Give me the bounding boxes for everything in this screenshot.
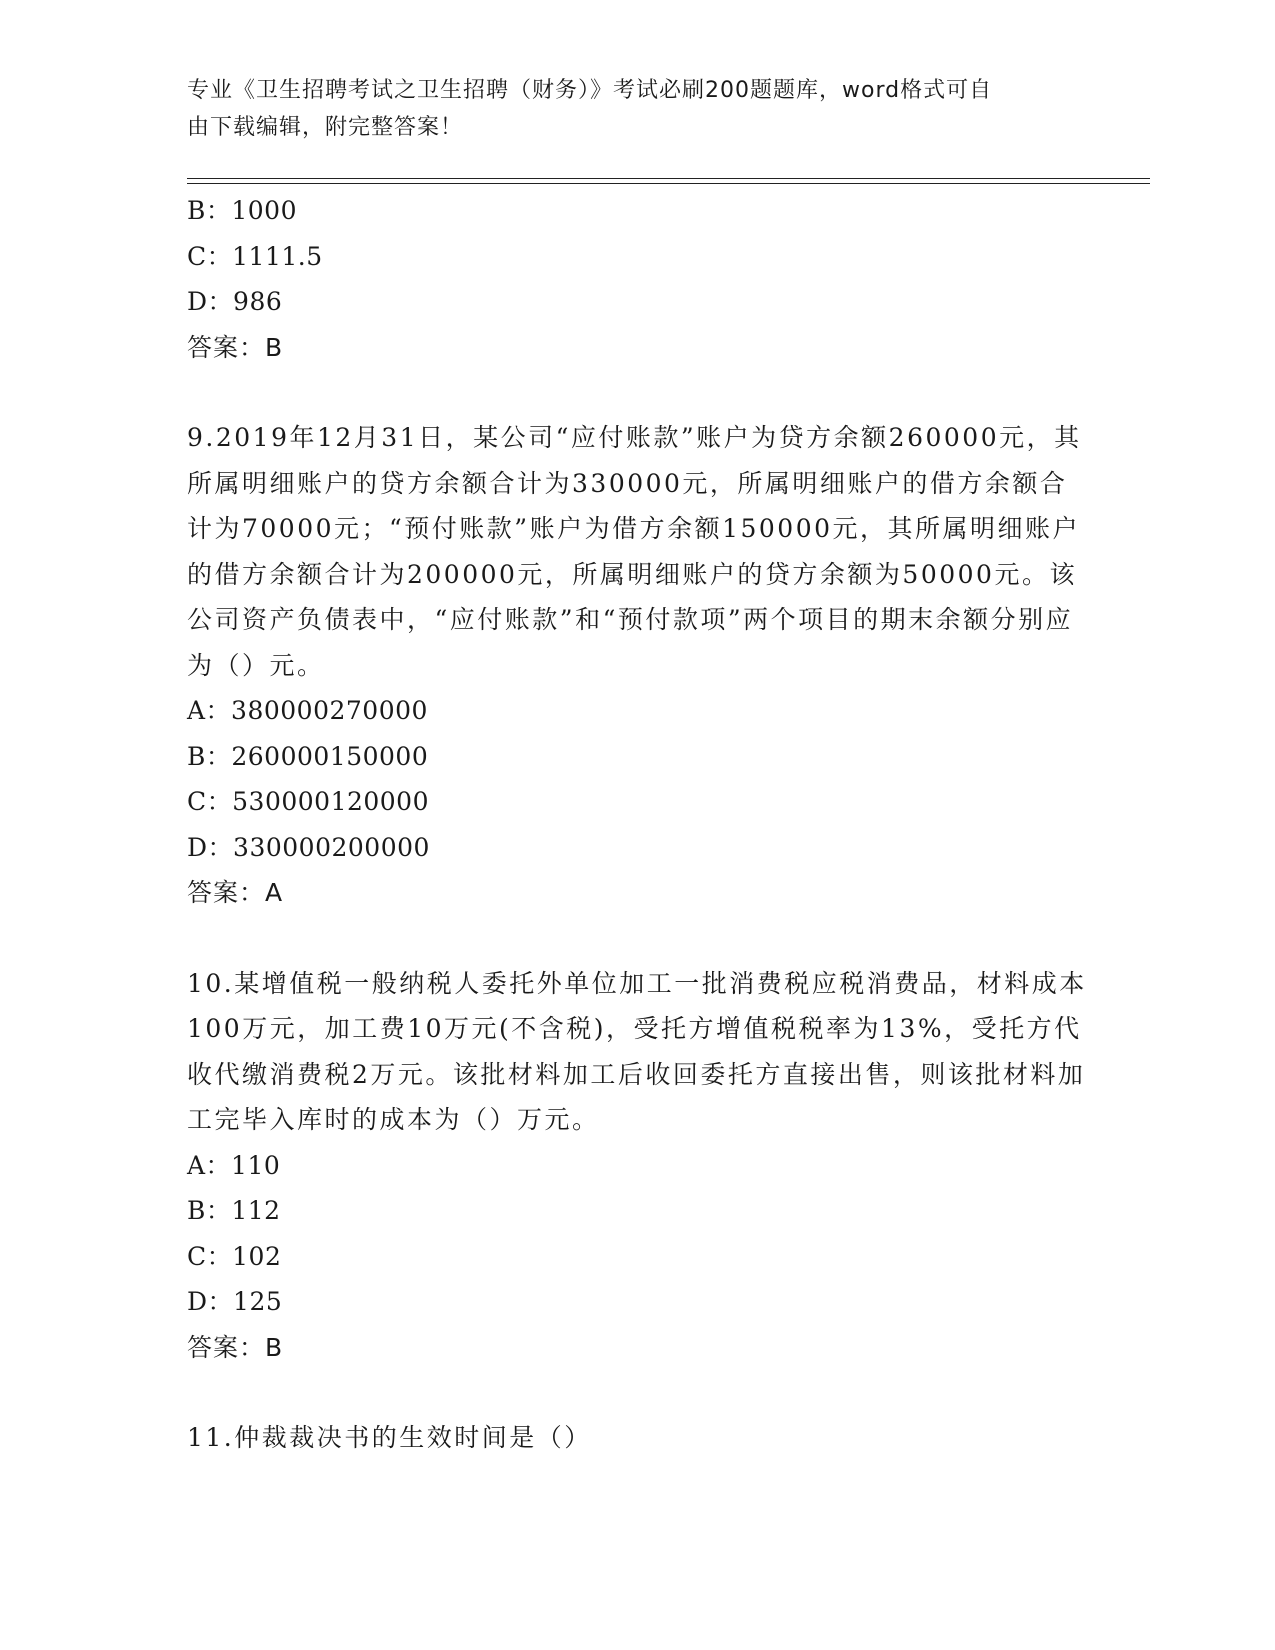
q9-option-d: D：330000200000 [187, 832, 430, 862]
q10-stem: 10.某增值税一般纳税人委托外单位加工一批消费税应税消费品，材料成本100万元，加工费10万元(不含税)，受托方增值税税率为13%，受托方代收代缴消费税2万元。该批材料加工后收回委托方直接出售，则该批材料加工完毕入库时的成本为（）万元。 [187, 968, 1087, 1134]
q10-option-c: C：102 [187, 1241, 282, 1271]
question-8-block [187, 188, 1087, 370]
q9-option-a: A：380000270000 [187, 696, 428, 725]
q8-option-b: B：1000 [187, 196, 297, 225]
q10-option-d: D：125 [187, 1287, 283, 1316]
question-11-block [187, 1415, 1087, 1461]
header-divider-bottom [187, 183, 1150, 184]
document-body [187, 188, 1087, 1461]
q10-option-a: A：110 [187, 1150, 281, 1180]
header-divider-top [187, 178, 1150, 179]
q8-option-c: C：1111.5 [187, 241, 323, 271]
header-line-1: 专业《卫生招聘考试之卫生招聘（财务）》考试必刷200题题库，word格式可自 [187, 78, 993, 103]
q11-stem: 11.仲裁裁决书的生效时间是（） [187, 1423, 592, 1452]
q8-answer: 答案：B [187, 332, 284, 362]
q9-answer: 答案：A [187, 878, 284, 907]
q10-option-b: B：112 [187, 1196, 281, 1225]
q9-option-b: B：260000150000 [187, 741, 429, 771]
document-header [187, 72, 1067, 146]
q9-option-c: C：530000120000 [187, 787, 429, 816]
question-10-block [187, 961, 1087, 1371]
q10-answer: 答案：B [187, 1332, 284, 1362]
q8-option-d: D：986 [187, 287, 283, 316]
q9-stem: 9.2019年12月31日，某公司“应付账款”账户为贷方余额260000元，其所属明细账户的贷方余额合计为330000元，所属明细账户的借方余额合计为70000元；“预付账款”账户为借方余额150000元，其所属明细账户的借方余额合计为200000元，所属明细账户的贷方余额为50000元。该公司资产负债表中，“应付账款”和“预付款项”两个项目的期末余额分别应为（）元。 [187, 423, 1082, 680]
question-9-block [187, 415, 1087, 916]
header-line-2: 由下载编辑，附完整答案！ [187, 115, 464, 140]
